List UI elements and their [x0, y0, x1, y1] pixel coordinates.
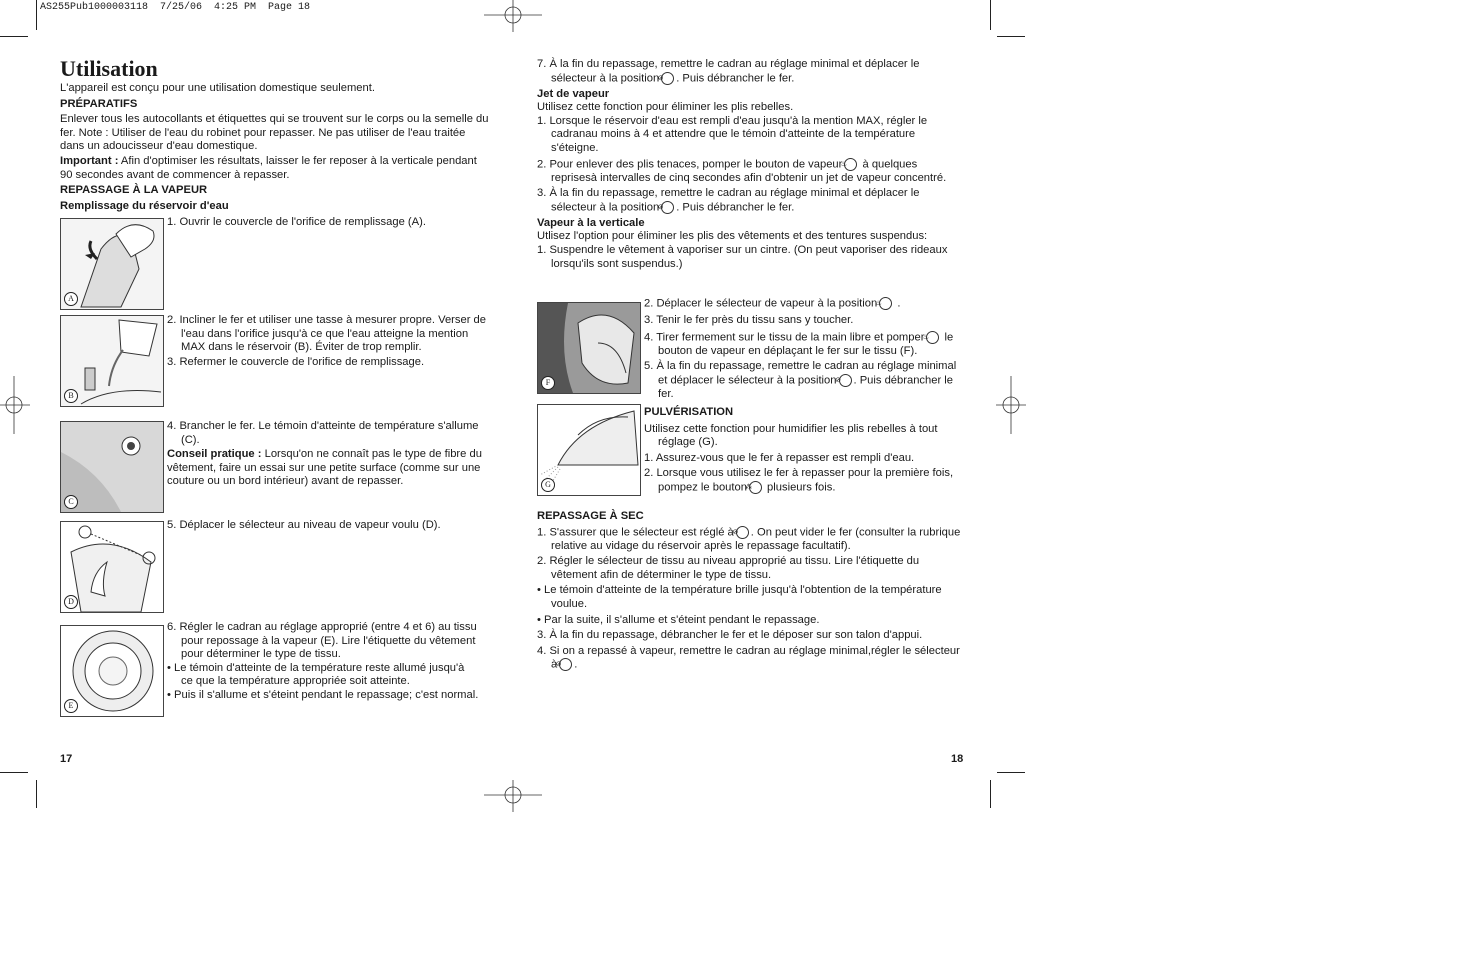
vapeur-heading: REPASSAGE À LA VAPEUR — [60, 184, 208, 197]
page-number-left: 17 — [60, 753, 73, 765]
page-title: Utilisation — [60, 56, 158, 81]
print-slug: AS255Pub1000003118 7/25/06 4:25 PM Page 18 — [40, 2, 311, 13]
jet-step-2: 2. Pour enlever des plis tenaces, pomper le bouton de vapeur♨ à quelques reprisesà intervalles de cinq secondes afin d'obtenir un jet de vapeur concentré. — [537, 158, 947, 184]
steps-2-3 — [167, 314, 489, 369]
step-4-block — [167, 420, 489, 489]
steam-symbol-icon: ♨ — [844, 158, 857, 171]
right-column-top — [537, 58, 962, 271]
left-column-intro — [60, 82, 490, 213]
sec-step-1: 1. S'assurer que le sélecteur est réglé à⊘ . On peut vider le fer (consulter la rubrique relative au vidage du réservoir après le repassage facultatif). — [537, 526, 961, 552]
figure-b — [60, 315, 164, 407]
vertical-steps — [644, 297, 964, 402]
figure-e — [60, 625, 164, 717]
crop-mark — [36, 780, 37, 808]
figure-label: B — [64, 389, 78, 403]
crop-mark — [0, 36, 28, 37]
bullet-2: • Puis il s'allume et s'éteint pendant le repassage; c'est normal. — [167, 688, 479, 701]
crop-mark — [36, 0, 37, 30]
vertical-step-2: 2. Déplacer le sélecteur de vapeur à la position♨ . — [644, 297, 901, 310]
important-label: Important : — [60, 154, 119, 167]
crop-mark — [997, 36, 1025, 37]
pulverisation-step-2: 2. Lorsque vous utilisez le fer à repasser pour la première fois, pompez le bouton⁂ plusieurs fois. — [644, 467, 954, 494]
no-steam-symbol-icon: ⊘ — [839, 374, 852, 387]
crop-mark — [990, 780, 991, 808]
conseil-label: Conseil pratique : — [167, 448, 262, 461]
important-text: Afin d'optimiser les résultats, laisser le fer reposer à la verticale pendant 90 secondes avant de commencer à repasser. — [60, 154, 477, 181]
figure-label: C — [64, 495, 78, 509]
preparatifs-heading: PRÉPARATIFS — [60, 97, 138, 110]
steam-symbol-icon: ♨ — [879, 297, 892, 310]
figure-label: G — [541, 478, 555, 492]
steam-symbol-icon: ♨ — [926, 331, 939, 344]
figure-label: A — [64, 292, 78, 306]
figure-label: E — [64, 699, 78, 713]
jet-step-3: 3. À la fin du repassage, remettre le cadran au réglage minimal et déplacer le sélecteur à la position⊘ . Puis débrancher le fer. — [537, 187, 920, 214]
figure-f — [537, 302, 641, 394]
jet-step-1: 1. Lorsque le réservoir d'eau est rempli d'eau jusqu'à la mention MAX, régler le cadranau moins à 4 et attendre que le témoin d'atteinte de la température s'éteigne. — [537, 114, 928, 155]
registration-mark-left — [0, 376, 30, 434]
vertical-step-1: 1. Suspendre le vêtement à vaporiser sur un cintre. (On peut vaporiser des rideaux lorsqu'ils sont suspendus.) — [537, 244, 948, 270]
vertical-step-3: 3. Tenir le fer près du tissu sans y toucher. — [644, 314, 854, 327]
sec-bullet-1: • Le témoin d'atteinte de la température brille jusqu'à l'obtention de la température voulue. — [537, 584, 942, 611]
pulverisation-heading: PULVÉRISATION — [644, 406, 734, 418]
crop-mark — [0, 772, 28, 773]
pulverisation-step-1: 1. Assurez-vous que le fer à repasser est rempli d'eau. — [644, 451, 915, 464]
intro-text: L'appareil est conçu pour une utilisation domestique seulement. — [60, 82, 375, 94]
step-3: 3. Refermer le couvercle de l'orifice de remplissage. — [167, 355, 425, 368]
vertical-heading: Vapeur à la verticale — [537, 216, 645, 229]
registration-mark-right — [996, 376, 1026, 434]
step-1: 1. Ouvrir le couvercle de l'orifice de remplissage (A). — [167, 216, 426, 228]
sec-step-2: 2. Régler le sélecteur de tissu au niveau approprié au tissu. Lire l'étiquette du vêtement afin de déterminer le type de tissu. — [537, 555, 920, 581]
vertical-intro: Utlisez l'option pour éliminer les plis des vêtements et des tentures suspendus: — [537, 230, 928, 243]
registration-mark-bottom — [484, 778, 542, 812]
figure-g — [537, 404, 641, 496]
sec-step-3: 3. À la fin du repassage, débrancher le fer et le déposer sur son talon d'appui. — [537, 629, 923, 642]
no-steam-symbol-icon: ⊘ — [736, 526, 749, 539]
pulverisation-block — [644, 404, 964, 495]
repassage-sec-block — [537, 508, 962, 672]
crop-mark — [997, 772, 1025, 773]
jet-intro: Utilisez cette fonction pour éliminer les plis rebelles. — [537, 101, 794, 114]
page-number-right: 18 — [951, 753, 964, 765]
preparatifs-text: Enlever tous les autocollants et étiquettes qui se trouvent sur le corps ou la semelle du fer. Note : Utiliser de l'eau du robinet pour repasser. Ne pas utiliser de l'eau traitée dans un adoucisseur d'eau domestique. — [60, 113, 489, 153]
no-steam-symbol-icon: ⊘ — [661, 201, 674, 214]
jet-heading: Jet de vapeur — [537, 87, 610, 100]
pulverisation-intro: Utilisez cette fonction pour humidifier les plis rebelles à tout réglage (G). — [644, 422, 938, 449]
no-steam-symbol-icon: ⊘ — [661, 72, 674, 85]
sec-bullet-2: • Par la suite, il s'allume et s'éteint pendant le repassage. — [537, 613, 820, 626]
step-6: 6. Régler le cadran au réglage approprié (entre 4 et 6) au tissu pour repossage à la vapeur (E). Lire l'étiquette du vêtement pour déterminer le type de tissu. — [167, 621, 477, 661]
step-6-block — [167, 621, 479, 703]
figure-a — [60, 218, 164, 310]
figure-label: F — [541, 376, 555, 390]
figure-c — [60, 421, 164, 513]
vertical-step-5: 5. À la fin du repassage, remettre le cadran au réglage minimal et déplacer le sélecteur à la position⊘ . Puis débrancher le fer. — [644, 360, 957, 400]
crop-mark — [990, 0, 991, 30]
figure-label: D — [64, 595, 78, 609]
step-7: 7. À la fin du repassage, remettre le cadran au réglage minimal et déplacer le sélecteur à la position⊘ . Puis débrancher le fer. — [537, 58, 920, 85]
remplissage-heading: Remplissage du réservoir d'eau — [60, 199, 229, 212]
registration-mark-top — [484, 0, 542, 34]
figure-d — [60, 521, 164, 613]
step-4: 4. Brancher le fer. Le témoin d'atteinte de température s'allume (C). — [167, 420, 479, 446]
no-steam-symbol-icon: ⊘ — [559, 658, 572, 671]
step-5: 5. Déplacer le sélecteur au niveau de vapeur voulu (D). — [167, 519, 441, 531]
conseil-text: Lorsqu'on ne connaît pas le type de fibre du vêtement, faire un essai sur une petite surface (comme sur une couture ou un bord intérieur) avant de repasser. — [167, 448, 482, 488]
vertical-step-4: 4. Tirer fermement sur le tissu de la main libre et pomper♨ le bouton de vapeur en déplaçant le fer sur le tissu (F). — [644, 331, 954, 357]
sec-heading: REPASSAGE À SEC — [537, 510, 644, 522]
bullet-1: • Le témoin d'atteinte de la température reste allumé jusqu'à ce que la température appropriée soit atteinte. — [167, 661, 465, 688]
sec-step-4: 4. Si on a repassé à vapeur, remettre le cadran au réglage minimal,régler le sélecteur à⊘ . — [537, 644, 960, 671]
spray-symbol-icon: ⁂ — [749, 481, 762, 494]
step-2: 2. Incliner le fer et utiliser une tasse à mesurer propre. Verser de l'eau dans l'orifice jusqu'à ce que l'eau atteigne la mention MAX dans le réservoir (B). Éviter de trop remplir. — [167, 314, 486, 354]
